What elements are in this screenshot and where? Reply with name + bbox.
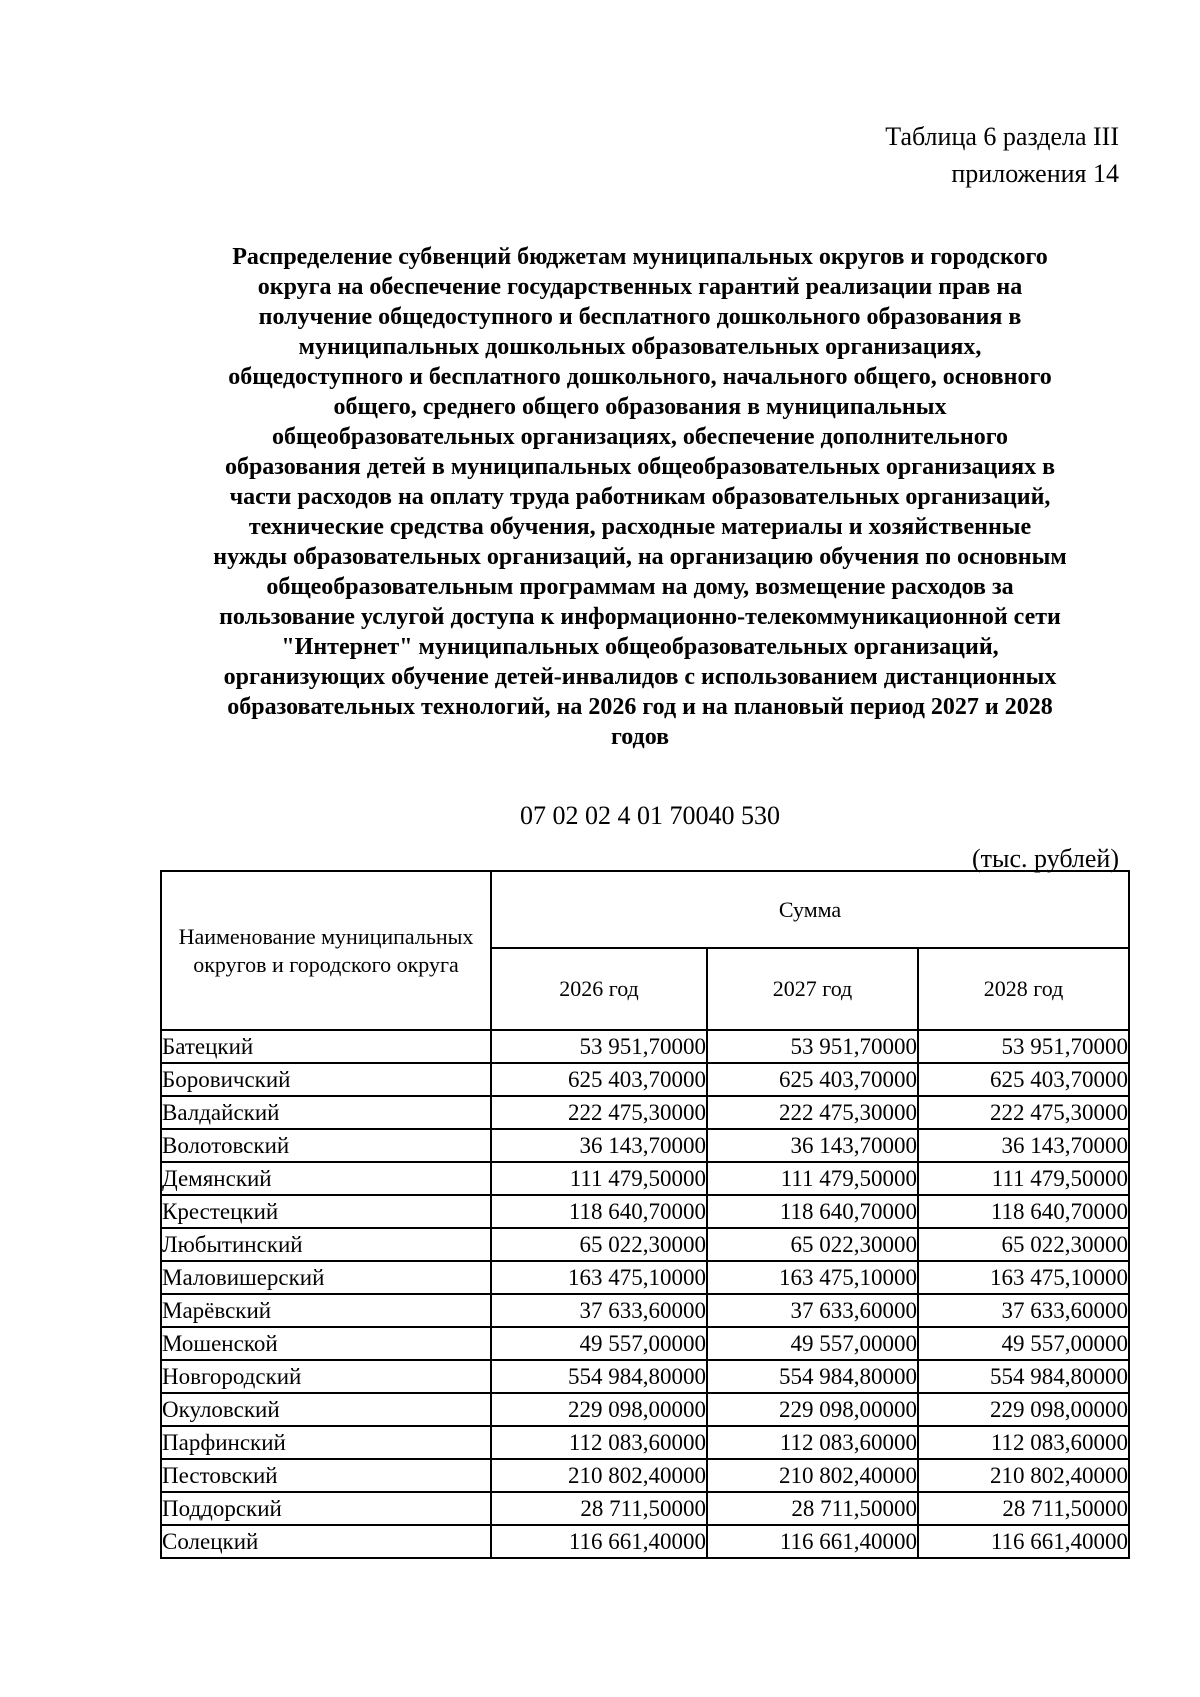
- municipality-name-cell: Маловишерский: [161, 1261, 491, 1294]
- units-label: (тыс. рублей): [971, 844, 1119, 873]
- table-row: [161, 1360, 1129, 1393]
- table-row: [161, 1459, 1129, 1492]
- document-title-line: части расходов на оплату труда работникам образовательных организаций,: [229, 484, 1051, 510]
- amount-cell: 49 557,00000: [918, 1327, 1129, 1360]
- amount-cell: 554 984,80000: [491, 1360, 707, 1393]
- table-row: [161, 1294, 1129, 1327]
- table-row: [161, 1393, 1129, 1426]
- amount-cell: 163 475,10000: [491, 1261, 707, 1294]
- municipality-name-cell: Парфинский: [161, 1426, 491, 1459]
- amount-cell: 36 143,70000: [918, 1129, 1129, 1162]
- municipality-name-cell: Мошенской: [161, 1327, 491, 1360]
- table-reference-line-1: Таблица 6 раздела III: [885, 122, 1119, 151]
- table-row: [161, 1096, 1129, 1129]
- document-title-line: образовательных технологий, на 2026 год и на плановый период 2027 и 2028: [227, 694, 1053, 720]
- municipality-name-cell: Марёвский: [161, 1294, 491, 1327]
- column-header-name: Наименование муниципальных округов и городского округа: [161, 871, 491, 1030]
- subvention-table: [160, 870, 1130, 1559]
- municipality-name-cell: Пестовский: [161, 1459, 491, 1492]
- table-body: [161, 1030, 1129, 1558]
- document-title-line: общего, среднего общего образования в муниципальных: [333, 394, 947, 420]
- amount-cell: 112 083,60000: [707, 1426, 918, 1459]
- municipality-name-cell: Валдайский: [161, 1096, 491, 1129]
- amount-cell: 28 711,50000: [707, 1492, 918, 1525]
- document-title-line: годов: [610, 724, 670, 750]
- amount-cell: 222 475,30000: [918, 1096, 1129, 1129]
- table-row: [161, 1261, 1129, 1294]
- amount-cell: 111 479,50000: [491, 1162, 707, 1195]
- table-reference: [885, 118, 1119, 192]
- table-row: [161, 1525, 1129, 1558]
- document-title-line: общеобразовательных организациях, обеспечение дополнительного: [271, 424, 1009, 450]
- table-row: [161, 1063, 1129, 1096]
- municipality-name-cell: Батецкий: [161, 1030, 491, 1063]
- table-row: [161, 1195, 1129, 1228]
- document-title: [160, 242, 1120, 752]
- document-title-line: общеобразовательным программам на дому, возмещение расходов за: [266, 574, 1014, 600]
- amount-cell: 65 022,30000: [918, 1228, 1129, 1261]
- amount-cell: 37 633,60000: [707, 1294, 918, 1327]
- municipality-name-cell: Демянский: [161, 1162, 491, 1195]
- table-row: [161, 1327, 1129, 1360]
- table-row: [161, 1162, 1129, 1195]
- amount-cell: 163 475,10000: [707, 1261, 918, 1294]
- table-row: [161, 1426, 1129, 1459]
- amount-cell: 554 984,80000: [918, 1360, 1129, 1393]
- amount-cell: 111 479,50000: [707, 1162, 918, 1195]
- municipality-name-cell: Солецкий: [161, 1525, 491, 1558]
- amount-cell: 65 022,30000: [707, 1228, 918, 1261]
- amount-cell: 625 403,70000: [918, 1063, 1129, 1096]
- amount-cell: 118 640,70000: [707, 1195, 918, 1228]
- amount-cell: 49 557,00000: [707, 1327, 918, 1360]
- municipality-name-cell: Боровичский: [161, 1063, 491, 1096]
- amount-cell: 111 479,50000: [918, 1162, 1129, 1195]
- municipality-name-cell: Поддорский: [161, 1492, 491, 1525]
- document-title-line: получение общедоступного и бесплатного дошкольного образования в: [258, 304, 1022, 330]
- amount-cell: 554 984,80000: [707, 1360, 918, 1393]
- amount-cell: 210 802,40000: [707, 1459, 918, 1492]
- amount-cell: 116 661,40000: [491, 1525, 707, 1558]
- column-header-sum: Сумма: [491, 871, 1129, 948]
- document-title-line: общедоступного и бесплатного дошкольного, начального общего, основного: [228, 364, 1052, 390]
- amount-cell: 49 557,00000: [491, 1327, 707, 1360]
- amount-cell: 36 143,70000: [707, 1129, 918, 1162]
- amount-cell: 229 098,00000: [707, 1393, 918, 1426]
- column-header-year-2028: 2028 год: [918, 948, 1129, 1030]
- amount-cell: 118 640,70000: [491, 1195, 707, 1228]
- amount-cell: 222 475,30000: [491, 1096, 707, 1129]
- document-title-line: округа на обеспечение государственных гарантий реализации прав на: [257, 274, 1023, 300]
- document-title-line: организующих обучение детей-инвалидов с использованием дистанционных: [223, 664, 1057, 690]
- table-row: [161, 1228, 1129, 1261]
- amount-cell: 53 951,70000: [491, 1030, 707, 1063]
- amount-cell: 28 711,50000: [491, 1492, 707, 1525]
- budget-classification-code: 07 02 02 4 01 70040 530: [520, 801, 780, 830]
- amount-cell: 116 661,40000: [707, 1525, 918, 1558]
- document-title-line: "Интернет" муниципальных общеобразовательных организаций,: [281, 634, 999, 660]
- municipality-name-cell: Волотовский: [161, 1129, 491, 1162]
- municipality-name-cell: Крестецкий: [161, 1195, 491, 1228]
- table-row: [161, 1129, 1129, 1162]
- municipality-name-cell: Новгородский: [161, 1360, 491, 1393]
- table-row: [161, 1030, 1129, 1063]
- table-header: [161, 871, 1129, 1030]
- amount-cell: 112 083,60000: [918, 1426, 1129, 1459]
- amount-cell: 36 143,70000: [491, 1129, 707, 1162]
- amount-cell: 210 802,40000: [918, 1459, 1129, 1492]
- municipality-name-cell: Окуловский: [161, 1393, 491, 1426]
- table-reference-line-2: приложения 14: [951, 159, 1119, 188]
- amount-cell: 65 022,30000: [491, 1228, 707, 1261]
- amount-cell: 229 098,00000: [918, 1393, 1129, 1426]
- amount-cell: 118 640,70000: [918, 1195, 1129, 1228]
- document-title-line: муниципальных дошкольных образовательных организациях,: [298, 334, 982, 360]
- amount-cell: 625 403,70000: [707, 1063, 918, 1096]
- amount-cell: 163 475,10000: [918, 1261, 1129, 1294]
- document-title-line: Распределение субвенций бюджетам муниципальных округов и городского: [232, 244, 1048, 270]
- amount-cell: 112 083,60000: [491, 1426, 707, 1459]
- document-title-line: пользование услугой доступа к информационно-телекоммуникационной сети: [219, 604, 1061, 630]
- amount-cell: 625 403,70000: [491, 1063, 707, 1096]
- amount-cell: 210 802,40000: [491, 1459, 707, 1492]
- amount-cell: 53 951,70000: [707, 1030, 918, 1063]
- column-header-year-2026: 2026 год: [491, 948, 707, 1030]
- document-title-line: образования детей в муниципальных общеобразовательных организациях в: [224, 454, 1056, 480]
- amount-cell: 229 098,00000: [491, 1393, 707, 1426]
- column-header-year-2027: 2027 год: [707, 948, 918, 1030]
- amount-cell: 222 475,30000: [707, 1096, 918, 1129]
- amount-cell: 37 633,60000: [491, 1294, 707, 1327]
- municipality-name-cell: Любытинский: [161, 1228, 491, 1261]
- amount-cell: 37 633,60000: [918, 1294, 1129, 1327]
- document-title-line: нужды образовательных организаций, на организацию обучения по основным: [213, 544, 1067, 570]
- document-title-line: технические средства обучения, расходные материалы и хозяйственные: [248, 514, 1032, 540]
- amount-cell: 116 661,40000: [918, 1525, 1129, 1558]
- amount-cell: 53 951,70000: [918, 1030, 1129, 1063]
- amount-cell: 28 711,50000: [918, 1492, 1129, 1525]
- table-row: [161, 1492, 1129, 1525]
